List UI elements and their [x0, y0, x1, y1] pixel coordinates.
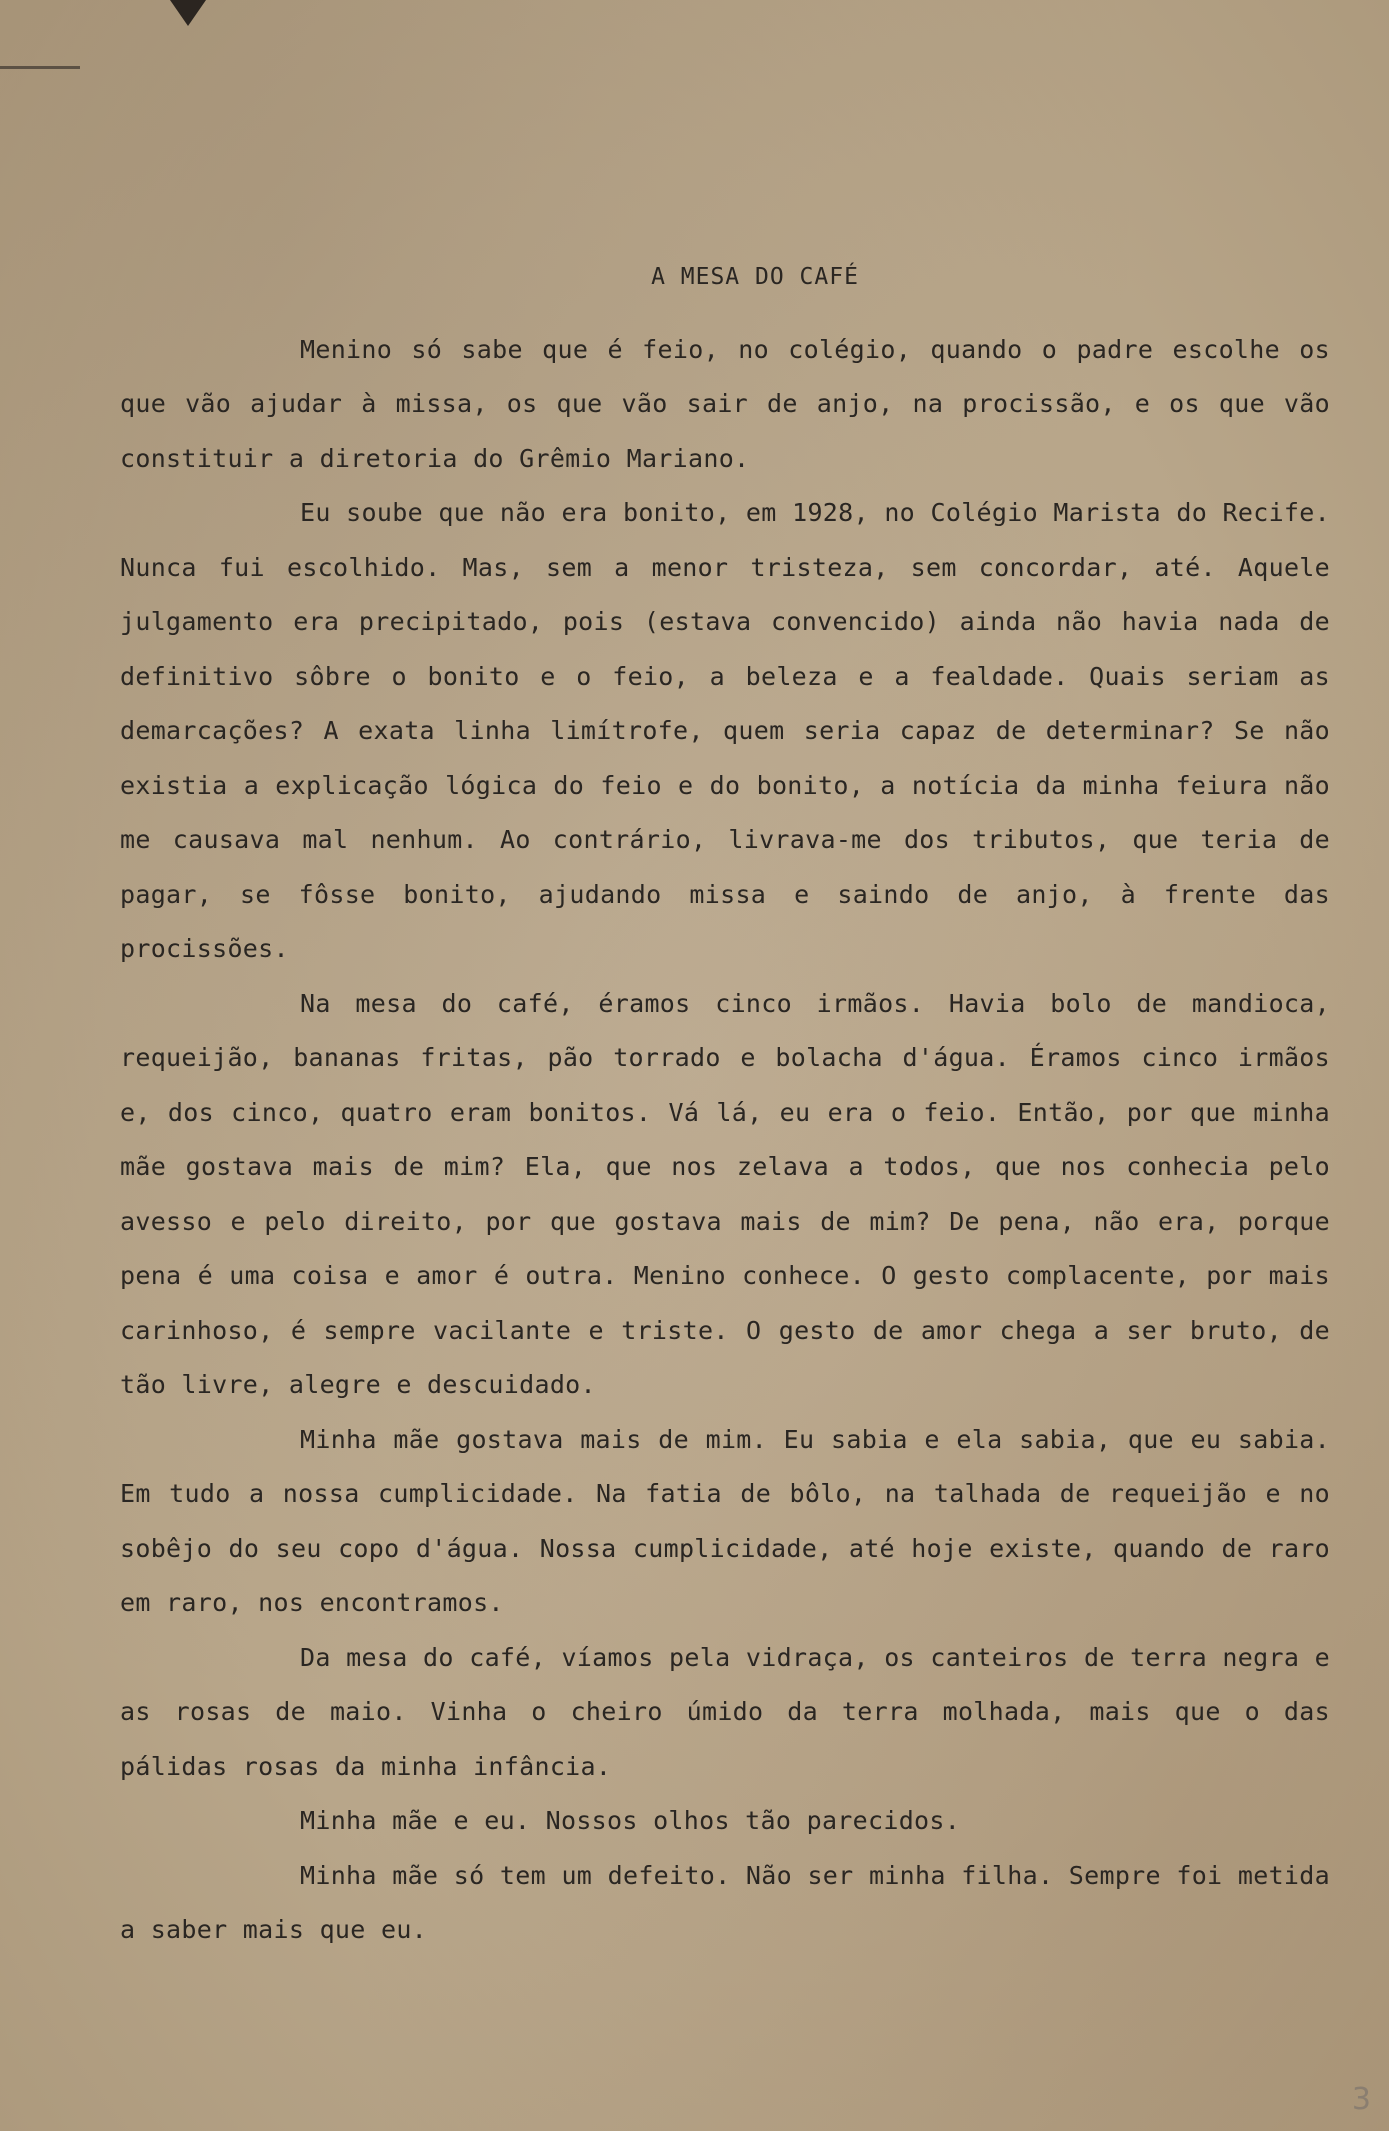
paragraph-4: Minha mãe gostava mais de mim. Eu sabia e ela sabia, que eu sabia. Em tudo a nossa cumplicidade. Na fatia de bôlo, na talhada de requeijão e no sobêjo do seu copo d'água. Nossa cumplicidade, até hoje existe, quando de raro em raro, nos encontramos.	[120, 1424, 1330, 1617]
paragraph-7: Minha mãe só tem um defeito. Não ser minha filha. Sempre foi metida a saber mais que eu.	[120, 1860, 1330, 1944]
document-body	[120, 250, 1330, 1958]
paragraph-3: Na mesa do café, éramos cinco irmãos. Havia bolo de mandioca, requeijão, bananas fritas, pão torrado e bolacha d'água. Éramos cinco irmãos e, dos cinco, quatro eram bonitos. Vá lá, eu era o feio. Então, por que minha mãe gostava mais de mim? Ela, que nos zelava a todos, que nos conhecia pelo avesso e pelo direito, por que gostava mais de mim? De pena, não era, porque pena é uma coisa e amor é outra. Menino conhece. O gesto complacente, por mais carinhoso, é sempre vacilante e triste. O gesto de amor chega a ser bruto, de tão livre, alegre e descuidado.	[120, 988, 1330, 1399]
paragraph-2: Eu soube que não era bonito, em 1928, no Colégio Marista do Recife. Nunca fui escolhido. Mas, sem a menor tristeza, sem concordar, até. Aquele julgamento era precipitado, pois (estava convencido) ainda não havia nada de definitivo sôbre o bonito e o feio, a beleza e a fealdade. Quais seriam as demarcações? A exata linha limítrofe, quem seria capaz de determinar? Se não existia a explicação lógica do feio e do bonito, a notícia da minha feiura não me causava mal nenhum. Ao contrário, livrava-me dos tributos, que teria de pagar, se fôsse bonito, ajudando missa e saindo de anjo, à frente das procissões.	[120, 498, 1330, 963]
document-title: A MESA DO CAFÉ	[651, 264, 859, 290]
edge-smudge	[0, 66, 80, 69]
page-number: 3	[1351, 2082, 1371, 2117]
paragraph-5: Da mesa do café, víamos pela vidraça, os canteiros de terra negra e as rosas de maio. Vinha o cheiro úmido da terra molhada, mais que o das pálidas rosas da minha infância.	[120, 1642, 1330, 1781]
paragraph-6: Minha mãe e eu. Nossos olhos tão parecidos.	[300, 1806, 961, 1835]
paragraph-1: Menino só sabe que é feio, no colégio, quando o padre escolhe os que vão ajudar à missa, os que vão sair de anjo, na procissão, e os que vão constituir a diretoria do Grêmio Mariano.	[120, 334, 1330, 473]
torn-corner-mark	[170, 0, 206, 26]
